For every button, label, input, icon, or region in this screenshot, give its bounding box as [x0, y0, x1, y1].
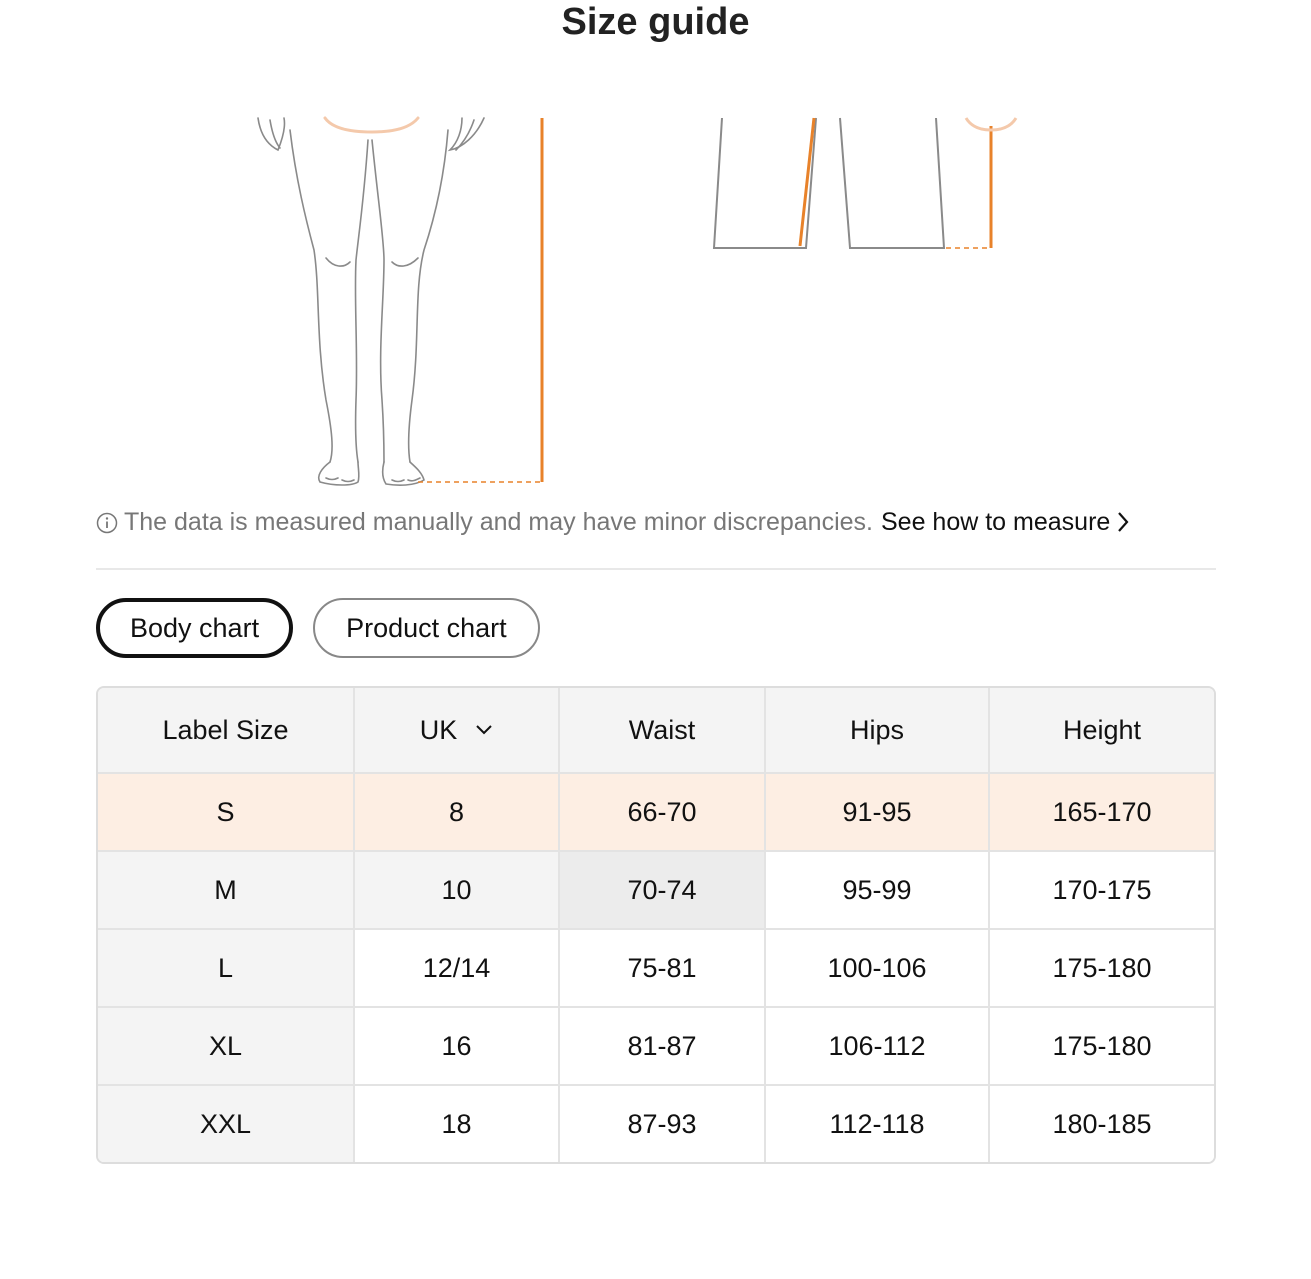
info-icon: [96, 512, 118, 534]
uk-cell: 12/14: [354, 929, 559, 1007]
waist-cell: 87-93: [559, 1085, 765, 1162]
size-label-cell: XL: [98, 1007, 354, 1085]
table-row: [98, 929, 1214, 1007]
height-cell: 180-185: [989, 1085, 1214, 1162]
size-label-cell: S: [98, 773, 354, 851]
hips-cell: 95-99: [765, 851, 989, 929]
tab-body-chart[interactable]: Body chart: [96, 598, 293, 658]
uk-cell: 8: [354, 773, 559, 851]
waist-cell: 81-87: [559, 1007, 765, 1085]
hips-cell: 91-95: [765, 773, 989, 851]
height-cell: 175-180: [989, 929, 1214, 1007]
page-title: Size guide: [561, 1, 750, 43]
header-waist: Waist: [559, 688, 765, 773]
hips-cell: 106-112: [765, 1007, 989, 1085]
size-table: [96, 686, 1216, 1164]
height-cell: 165-170: [989, 773, 1214, 851]
tab-product-chart[interactable]: Product chart: [313, 598, 540, 658]
size-label-cell: L: [98, 929, 354, 1007]
size-label-cell: XXL: [98, 1085, 354, 1162]
measure-link-label: See how to measure: [881, 507, 1111, 536]
table-row: [98, 851, 1214, 929]
body-figure-illustration: [258, 118, 484, 485]
uk-header-label: UK: [419, 714, 458, 745]
pants-illustration: [714, 118, 944, 248]
height-cell: 170-175: [989, 851, 1214, 929]
section-divider: [96, 568, 1216, 570]
measurement-notice: [96, 504, 1130, 540]
hips-cell: 112-118: [765, 1085, 989, 1162]
chevron-right-icon: [1116, 511, 1130, 533]
table-row: [98, 1007, 1214, 1085]
measurement-illustration: [0, 110, 1311, 500]
chart-tabs: [96, 598, 540, 658]
uk-cell: 10: [354, 851, 559, 929]
header-uk[interactable]: [354, 688, 559, 773]
header-label-size: Label Size: [98, 688, 354, 773]
waist-cell: 75-81: [559, 929, 765, 1007]
height-cell: 175-180: [989, 1007, 1214, 1085]
waist-cell: 70-74: [559, 851, 765, 929]
size-label-cell: M: [98, 851, 354, 929]
chevron-down-icon: [475, 724, 493, 736]
uk-cell: 16: [354, 1007, 559, 1085]
hips-cell: 100-106: [765, 929, 989, 1007]
waist-cell: 66-70: [559, 773, 765, 851]
table-header-row: [98, 688, 1214, 773]
header-height: Height: [989, 688, 1214, 773]
notice-text: The data is measured manually and may have minor discrepancies.: [124, 507, 873, 536]
table-row: [98, 1085, 1214, 1162]
table-row: [98, 773, 1214, 851]
header-hips: Hips: [765, 688, 989, 773]
uk-cell: 18: [354, 1085, 559, 1162]
see-how-to-measure-link[interactable]: [881, 508, 1130, 537]
uk-size-system-dropdown[interactable]: [420, 715, 494, 746]
